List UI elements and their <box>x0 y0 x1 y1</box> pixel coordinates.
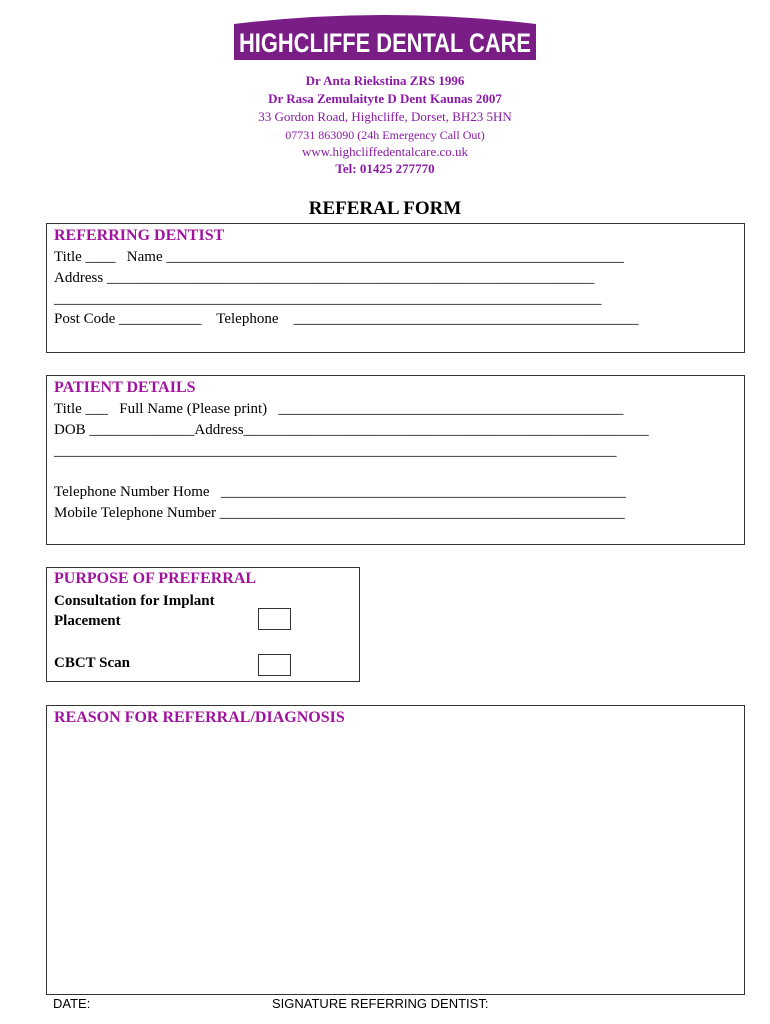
logo-text: HIGHCLIFFE DENTAL CARE <box>239 28 531 58</box>
purpose-section <box>46 567 360 682</box>
reason-section[interactable] <box>46 705 745 995</box>
purpose-heading: PURPOSE OF PREFERRAL <box>54 570 257 587</box>
patient-dob-address-field[interactable]: DOB ______________Address______________________________________________________ <box>54 422 649 438</box>
implant-consultation-checkbox[interactable] <box>258 608 291 630</box>
implant-consultation-label-cont: Placement <box>54 613 121 629</box>
dentist-1: Dr Anta Riekstina ZRS 1996 <box>305 73 465 88</box>
practice-address: 33 Gordon Road, Highcliffe, Dorset, BH23 5HN <box>258 109 512 124</box>
patient-details-section <box>46 375 745 545</box>
referring-dentist-heading: REFERRING DENTIST <box>54 227 225 244</box>
dentist-address-continued-field[interactable]: _________________________________________________________________________ <box>54 291 602 307</box>
dentist-address-field[interactable]: Address _________________________________________________________________ <box>54 270 595 286</box>
patient-details-heading: PATIENT DETAILS <box>54 379 196 396</box>
patient-telephone-home-field[interactable]: Telephone Number Home ______________________________________________________ <box>54 484 626 500</box>
referring-dentist-section <box>46 223 745 353</box>
implant-consultation-label: Consultation for Implant <box>54 593 215 609</box>
reason-heading: REASON FOR REFERRAL/DIAGNOSIS <box>54 709 345 726</box>
patient-address-continued-field[interactable]: ___________________________________________________________________________ <box>54 443 617 459</box>
emergency-number: 07731 863090 (24h Emergency Call Out) <box>285 128 485 142</box>
practice-telephone: Tel: 01425 277770 <box>335 161 435 176</box>
patient-title-name-field[interactable]: Title ___ Full Name (Please print) ______________________________________________ <box>54 401 624 417</box>
cbct-scan-checkbox[interactable] <box>258 654 291 676</box>
dentist-postcode-telephone-field[interactable]: Post Code ___________ Telephone ______________________________________________ <box>54 311 639 327</box>
patient-mobile-field[interactable]: Mobile Telephone Number ______________________________________________________ <box>54 505 625 521</box>
practice-logo <box>230 10 540 65</box>
form-title: REFERAL FORM <box>308 198 462 219</box>
logo-banner <box>230 10 540 65</box>
date-label: DATE: <box>53 996 91 1011</box>
signature-label: SIGNATURE REFERRING DENTIST: <box>272 996 489 1011</box>
dentist-title-name-field[interactable]: Title ____ Name _____________________________________________________________ <box>54 249 624 265</box>
practice-website[interactable]: www.highcliffedentalcare.co.uk <box>301 144 469 159</box>
dentist-2: Dr Rasa Zemulaityte D Dent Kaunas 2007 <box>268 91 502 106</box>
cbct-scan-label: CBCT Scan <box>54 655 130 671</box>
